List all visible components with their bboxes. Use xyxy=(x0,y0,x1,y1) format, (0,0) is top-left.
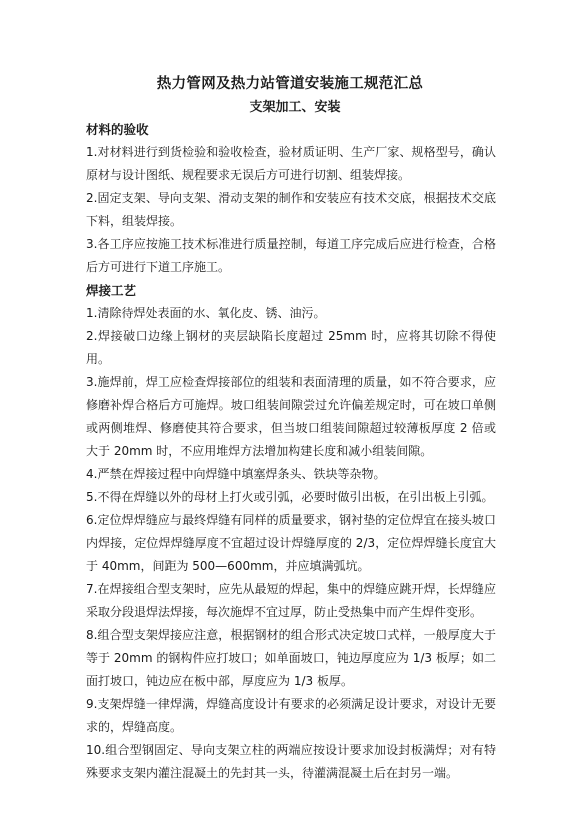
paragraph: 7.在焊接组合型支架时，应先从最短的焊起，集中的焊缝应跳开焊，长焊缝应采取分段退焊法焊接，每次施焊不宜过厚，防止受热集中而产生焊件变形。 xyxy=(86,582,496,619)
paragraph: 5.不得在焊缝以外的母材上打火或引弧，必要时做引出板，在引出板上引弧。 xyxy=(86,490,494,504)
paragraph: 1.清除待焊处表面的水、氧化皮、锈、油污。 xyxy=(86,306,326,320)
document-subtitle: 支架加工、安装 xyxy=(249,100,341,115)
paragraph: 6.定位焊焊缝应与最终焊缝有同样的质量要求，钢衬垫的定位焊宜在接头坡口内焊接，定位焊焊缝厚度不宜超过设计焊缝厚度的 2/3，定位焊焊缝长度宜大于 40mm，间距为 500—600mm，并应填满弧坑。 xyxy=(86,513,496,573)
paragraph: 9.支架焊缝一律焊满，焊缝高度设计有要求的必须满足设计要求，对设计无要求的，焊缝高度。 xyxy=(86,697,496,734)
paragraph: 1.对材料进行到货检验和验收检查，验材质证明、生产厂家、规格型号，确认原材与设计图纸、规程要求无误后方可进行切割、组装焊接。 xyxy=(86,145,496,182)
paragraph: 2.固定支架、导向支架、滑动支架的制作和安装应有技术交底，根据技术交底下料，组装焊接。 xyxy=(86,191,496,228)
section-welding-process xyxy=(86,279,496,785)
paragraph: 8.组合型支架焊接应注意，根据钢材的组合形式决定坡口式样，一般厚度大于等于 20mm 的钢构件应打坡口；如单面坡口，钝边厚度应为 1/3 板厚；如二面打坡口，钝边应在板中部，厚度应为 1/3 板厚。 xyxy=(86,628,496,688)
document-body xyxy=(86,118,496,785)
paragraph: 3.施焊前，焊工应检查焊接部位的组装和表面清理的质量，如不符合要求，应修磨补焊合格后方可施焊。坡口组装间隙尝过允许偏差规定时，可在坡口单侧或两侧堆焊、修磨使其符合要求，但当坡口组装间隙超过较薄板厚度 2 倍或大于 20mm 时，不应用堆焊方法增加构建长度和减小组装间隙。 xyxy=(86,375,496,458)
document-title: 热力管网及热力站管道安装施工规范汇总 xyxy=(156,76,424,92)
paragraph: 4.严禁在焊接过程中向焊缝中填塞焊条头、铁块等杂物。 xyxy=(86,467,386,481)
paragraph: 10.组合型钢固定、导向支架立柱的两端应按设计要求加设封板满焊；对有特殊要求支架内灌注混凝土的先封其一头，待灌满混凝土后在封另一端。 xyxy=(86,743,496,780)
paragraph: 3.各工序应按施工技术标准进行质量控制，每道工序完成后应进行检查，合格后方可进行下道工序施工。 xyxy=(86,237,496,274)
section-material-inspection xyxy=(86,118,496,279)
paragraph: 2.焊接破口边缘上钢材的夹层缺陷长度超过 25mm 时，应将其切除不得使用。 xyxy=(86,329,496,366)
section-heading: 焊接工艺 xyxy=(86,283,137,298)
section-heading: 材料的验收 xyxy=(86,122,149,137)
